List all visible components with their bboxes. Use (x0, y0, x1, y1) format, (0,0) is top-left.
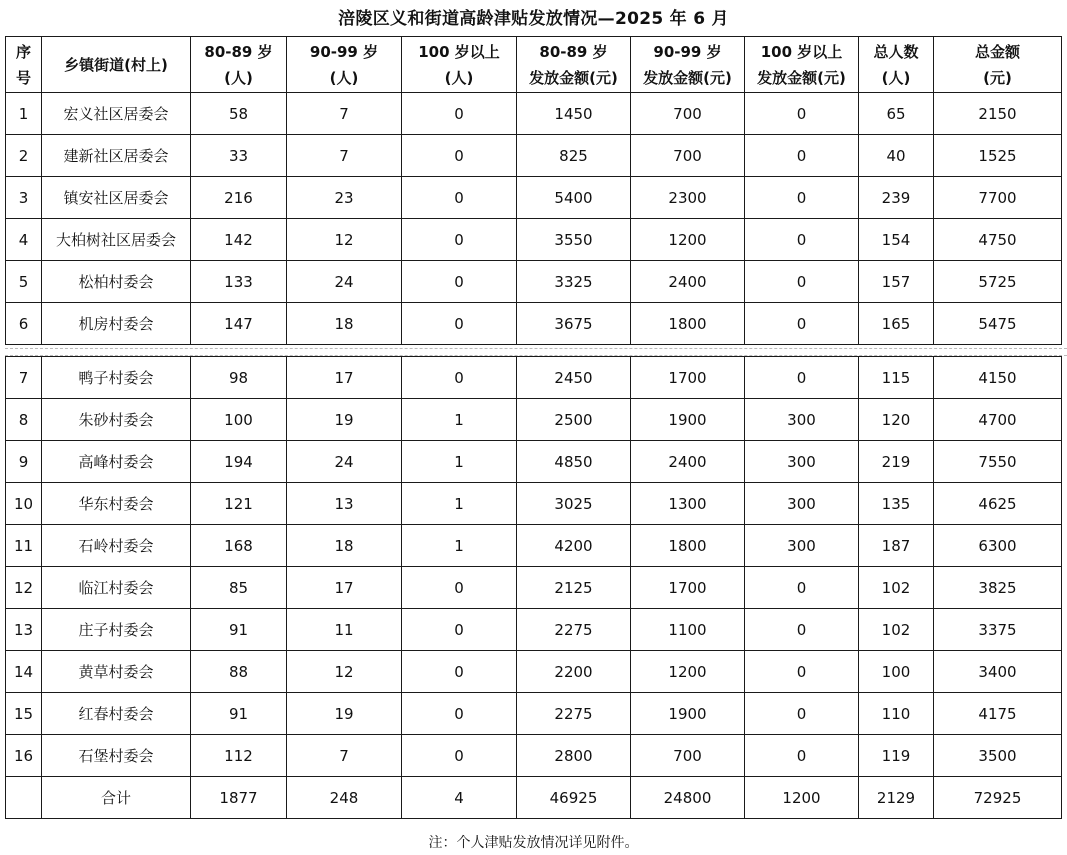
table-cell: 鸭子村委会 (42, 357, 191, 399)
table-cell: 0 (745, 135, 859, 177)
table-cell: 121 (191, 483, 287, 525)
table-cell: 700 (631, 135, 745, 177)
table-row (6, 357, 1062, 399)
table-cell: 0 (402, 735, 517, 777)
table-cell: 4175 (934, 693, 1062, 735)
table-cell: 3400 (934, 651, 1062, 693)
table-cell: 1200 (631, 219, 745, 261)
table-cell: 4850 (517, 441, 631, 483)
header-cell-area: 乡镇街道(村上) (42, 37, 191, 93)
table-cell: 3325 (517, 261, 631, 303)
table-cell: 16 (6, 735, 42, 777)
table-cell: 65 (859, 93, 934, 135)
table-body-bottom (6, 357, 1062, 819)
table-cell: 0 (745, 735, 859, 777)
table-cell: 100 (859, 651, 934, 693)
table-cell: 1200 (631, 651, 745, 693)
table-cell: 142 (191, 219, 287, 261)
table-cell: 石岭村委会 (42, 525, 191, 567)
table-cell: 1 (402, 399, 517, 441)
table-cell: 12 (287, 651, 402, 693)
table-cell: 1450 (517, 93, 631, 135)
table-row (6, 93, 1062, 135)
table-cell: 华东村委会 (42, 483, 191, 525)
table-cell: 102 (859, 567, 934, 609)
allowance-table-top (5, 36, 1062, 345)
table-cell: 115 (859, 357, 934, 399)
total-row (6, 777, 1062, 819)
table-row (6, 261, 1062, 303)
table-cell: 100 (191, 399, 287, 441)
table-cell: 宏义社区居委会 (42, 93, 191, 135)
table-row (6, 441, 1062, 483)
header-cell-total-people: 总人数 (人) (859, 37, 934, 93)
table-cell: 1900 (631, 399, 745, 441)
table-cell: 1800 (631, 303, 745, 345)
table-cell: 0 (745, 651, 859, 693)
table-cell: 3825 (934, 567, 1062, 609)
page-break-divider (5, 348, 1067, 356)
table-cell: 6 (6, 303, 42, 345)
table-cell: 119 (859, 735, 934, 777)
table-cell: 194 (191, 441, 287, 483)
table-cell (6, 777, 42, 819)
table-cell: 300 (745, 525, 859, 567)
table-cell: 19 (287, 693, 402, 735)
table-cell: 机房村委会 (42, 303, 191, 345)
header-cell-80-89-amount: 80-89 岁 发放金额(元) (517, 37, 631, 93)
table-cell: 大柏树社区居委会 (42, 219, 191, 261)
table-cell: 40 (859, 135, 934, 177)
table-cell: 1 (6, 93, 42, 135)
header-cell-100-plus-amount: 100 岁以上 发放金额(元) (745, 37, 859, 93)
table-cell: 2200 (517, 651, 631, 693)
table-cell: 300 (745, 483, 859, 525)
table-cell: 11 (287, 609, 402, 651)
table-cell: 239 (859, 177, 934, 219)
table-cell: 4750 (934, 219, 1062, 261)
table-cell: 168 (191, 525, 287, 567)
table-cell: 石堡村委会 (42, 735, 191, 777)
footnote: 注：个人津贴发放情况详见附件。 (428, 835, 639, 851)
table-cell: 2500 (517, 399, 631, 441)
table-cell: 7 (287, 135, 402, 177)
table-row (6, 567, 1062, 609)
table-cell: 庄子村委会 (42, 609, 191, 651)
table-cell: 133 (191, 261, 287, 303)
table-cell: 18 (287, 303, 402, 345)
table-cell: 4625 (934, 483, 1062, 525)
table-cell: 4150 (934, 357, 1062, 399)
table-cell: 0 (745, 693, 859, 735)
table-cell: 1700 (631, 567, 745, 609)
table-cell: 2300 (631, 177, 745, 219)
table-row (6, 399, 1062, 441)
header-cell-total-amount: 总金额 (元) (934, 37, 1062, 93)
table-cell: 0 (745, 261, 859, 303)
header-cell-100-plus-count: 100 岁以上 (人) (402, 37, 517, 93)
table-cell: 5475 (934, 303, 1062, 345)
table-cell: 147 (191, 303, 287, 345)
table-cell: 300 (745, 441, 859, 483)
table-cell: 松柏村委会 (42, 261, 191, 303)
table-cell: 建新社区居委会 (42, 135, 191, 177)
table-cell: 0 (402, 357, 517, 399)
table-cell: 0 (402, 261, 517, 303)
table-cell: 合计 (42, 777, 191, 819)
header-cell-90-99-amount: 90-99 岁 发放金额(元) (631, 37, 745, 93)
table-cell: 朱砂村委会 (42, 399, 191, 441)
table-cell: 110 (859, 693, 934, 735)
table-cell: 219 (859, 441, 934, 483)
table-cell: 黄草村委会 (42, 651, 191, 693)
table-cell: 5725 (934, 261, 1062, 303)
table-cell: 0 (402, 303, 517, 345)
table-cell: 3375 (934, 609, 1062, 651)
table-cell: 2400 (631, 441, 745, 483)
table-cell: 102 (859, 609, 934, 651)
table-cell: 0 (402, 93, 517, 135)
header-cell-80-89-count: 80-89 岁 (人) (191, 37, 287, 93)
table-cell: 88 (191, 651, 287, 693)
table-cell: 825 (517, 135, 631, 177)
table-cell: 135 (859, 483, 934, 525)
table-cell: 0 (745, 219, 859, 261)
table-cell: 2 (6, 135, 42, 177)
table-cell: 3675 (517, 303, 631, 345)
table-cell: 0 (745, 177, 859, 219)
table-cell: 8 (6, 399, 42, 441)
table-cell: 2800 (517, 735, 631, 777)
table-cell: 19 (287, 399, 402, 441)
table-cell: 4200 (517, 525, 631, 567)
table-cell: 2275 (517, 693, 631, 735)
table-row (6, 525, 1062, 567)
table-cell: 5 (6, 261, 42, 303)
table-cell: 0 (402, 219, 517, 261)
table-cell: 9 (6, 441, 42, 483)
table-cell: 300 (745, 399, 859, 441)
table-cell: 24 (287, 261, 402, 303)
header-row (6, 37, 1062, 93)
table-cell: 7550 (934, 441, 1062, 483)
table-cell: 700 (631, 735, 745, 777)
table-body-top (6, 93, 1062, 345)
table-cell: 7 (287, 735, 402, 777)
header-cell-90-99-count: 90-99 岁 (人) (287, 37, 402, 93)
table-cell: 1 (402, 525, 517, 567)
table-cell: 17 (287, 567, 402, 609)
table-row (6, 135, 1062, 177)
header-cell-index: 序 号 (6, 37, 42, 93)
table-cell: 85 (191, 567, 287, 609)
allowance-table-bottom (5, 356, 1062, 819)
table-row (6, 735, 1062, 777)
table-cell: 165 (859, 303, 934, 345)
table-cell: 13 (6, 609, 42, 651)
table-cell: 1300 (631, 483, 745, 525)
table-cell: 1800 (631, 525, 745, 567)
table-cell: 58 (191, 93, 287, 135)
table-cell: 248 (287, 777, 402, 819)
table-cell: 1525 (934, 135, 1062, 177)
table-cell: 2275 (517, 609, 631, 651)
table-cell: 1100 (631, 609, 745, 651)
table-row (6, 693, 1062, 735)
table-cell: 120 (859, 399, 934, 441)
table-cell: 2400 (631, 261, 745, 303)
table-cell: 72925 (934, 777, 1062, 819)
table-cell: 0 (745, 609, 859, 651)
table-row (6, 609, 1062, 651)
table-cell: 187 (859, 525, 934, 567)
table-row (6, 219, 1062, 261)
table-cell: 1 (402, 483, 517, 525)
table-row (6, 303, 1062, 345)
table-cell: 23 (287, 177, 402, 219)
table-cell: 33 (191, 135, 287, 177)
table-cell: 24800 (631, 777, 745, 819)
table-cell: 0 (402, 609, 517, 651)
table-cell: 0 (402, 135, 517, 177)
table-cell: 1877 (191, 777, 287, 819)
table-cell: 112 (191, 735, 287, 777)
table-cell: 0 (745, 567, 859, 609)
table-cell: 15 (6, 693, 42, 735)
table-cell: 11 (6, 525, 42, 567)
table-cell: 14 (6, 651, 42, 693)
table-cell: 0 (402, 177, 517, 219)
table-cell: 91 (191, 609, 287, 651)
table-cell: 24 (287, 441, 402, 483)
table-cell: 2129 (859, 777, 934, 819)
table-cell: 12 (6, 567, 42, 609)
table-cell: 1700 (631, 357, 745, 399)
table-cell: 0 (402, 651, 517, 693)
table-cell: 0 (745, 93, 859, 135)
table-cell: 1200 (745, 777, 859, 819)
table-cell: 3500 (934, 735, 1062, 777)
table-cell: 91 (191, 693, 287, 735)
table-cell: 157 (859, 261, 934, 303)
table-cell: 镇安社区居委会 (42, 177, 191, 219)
table-cell: 4700 (934, 399, 1062, 441)
table-cell: 46925 (517, 777, 631, 819)
table-cell: 2450 (517, 357, 631, 399)
page-title: 涪陵区义和街道高龄津贴发放情况—2025 年 6 月 (338, 9, 729, 29)
table-cell: 98 (191, 357, 287, 399)
table-cell: 700 (631, 93, 745, 135)
table-cell: 4 (6, 219, 42, 261)
table-cell: 红春村委会 (42, 693, 191, 735)
table-cell: 1 (402, 441, 517, 483)
table-cell: 7 (6, 357, 42, 399)
table-row (6, 651, 1062, 693)
table-cell: 0 (745, 357, 859, 399)
table-cell: 5400 (517, 177, 631, 219)
table-cell: 7700 (934, 177, 1062, 219)
table-cell: 2150 (934, 93, 1062, 135)
table-cell: 154 (859, 219, 934, 261)
table-cell: 13 (287, 483, 402, 525)
table-cell: 0 (745, 303, 859, 345)
table-row (6, 483, 1062, 525)
table-cell: 17 (287, 357, 402, 399)
table-cell: 3550 (517, 219, 631, 261)
table-cell: 3025 (517, 483, 631, 525)
table-cell: 12 (287, 219, 402, 261)
table-cell: 7 (287, 93, 402, 135)
table-cell: 高峰村委会 (42, 441, 191, 483)
table-cell: 4 (402, 777, 517, 819)
table-cell: 6300 (934, 525, 1062, 567)
table-cell: 临江村委会 (42, 567, 191, 609)
table-cell: 0 (402, 693, 517, 735)
table-cell: 1900 (631, 693, 745, 735)
table-cell: 3 (6, 177, 42, 219)
table-cell: 2125 (517, 567, 631, 609)
table-cell: 0 (402, 567, 517, 609)
table-cell: 216 (191, 177, 287, 219)
table-cell: 10 (6, 483, 42, 525)
table-row (6, 177, 1062, 219)
table-cell: 18 (287, 525, 402, 567)
